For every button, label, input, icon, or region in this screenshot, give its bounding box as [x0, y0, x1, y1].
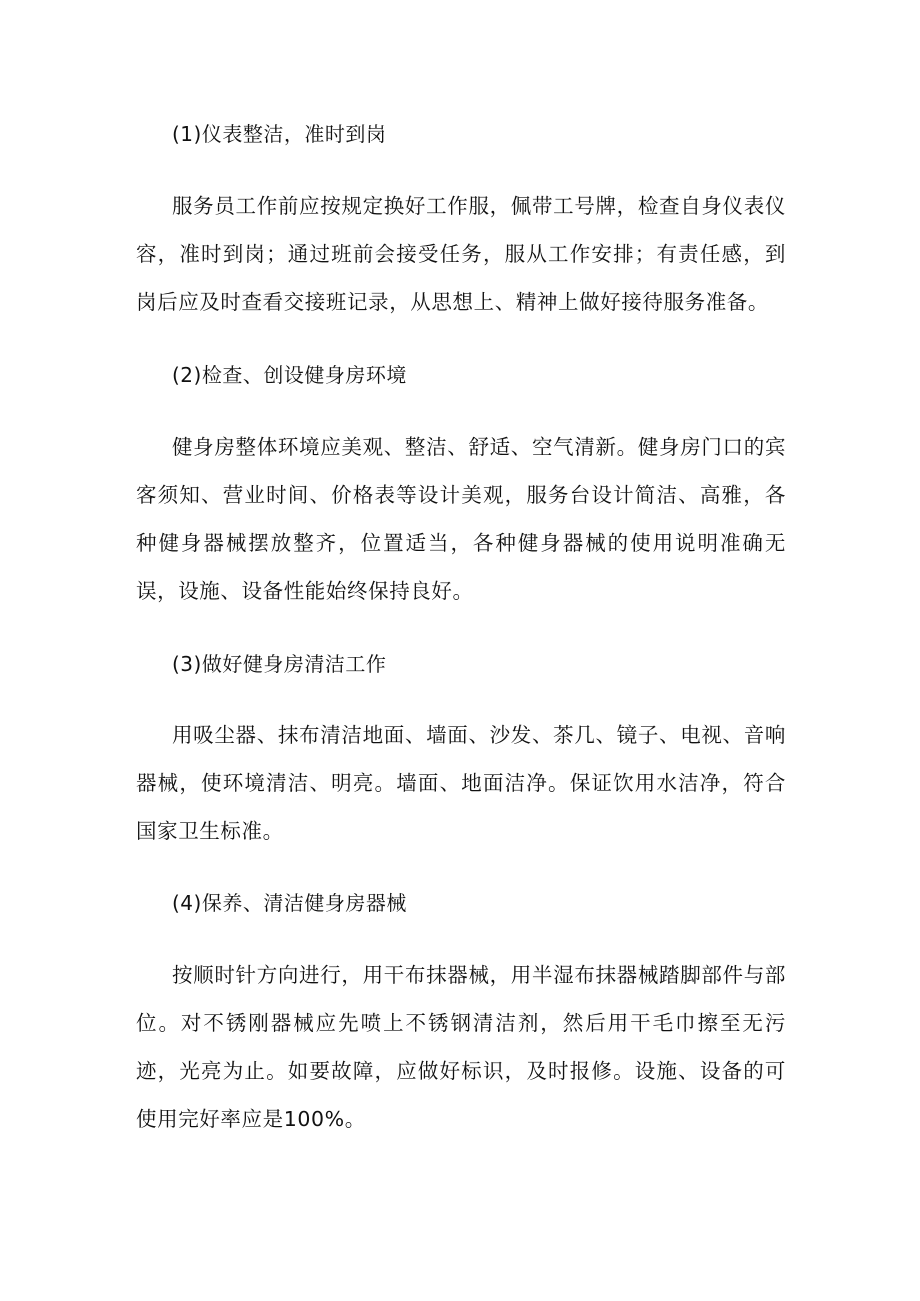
section-1-paragraph: 服务员工作前应按规定换好工作服，佩带工号牌，检查自身仪表仪容，准时到岗；通过班前会接受任务，服从工作安排；有责任感，到岗后应及时查看交接班记录，从思想上、精神上做好接待服务准备。 [136, 194, 786, 314]
section-3-heading: (3)做好健身房清洁工作 [172, 652, 387, 676]
section-2-paragraph: 健身房整体环境应美观、整洁、舒适、空气清新。健身房门口的宾客须知、营业时间、价格表等设计美观，服务台设计简洁、高雅，各种健身器械摆放整齐，位置适当，各种健身器械的使用说明准确无误，设施、设备性能始终保持良好。 [136, 435, 786, 603]
section-4-paragraph: 按顺时针方向进行，用干布抹器械，用半湿布抹器械踏脚部件与部位。对不锈刚器械应先喷上不锈钢清洁剂，然后用干毛巾擦至无污迹，光亮为止。如要故障，应做好标识，及时报修。设施、设备的可使用完好率应是100%。 [136, 963, 786, 1131]
section-3-paragraph: 用吸尘器、抹布清洁地面、墙面、沙发、茶几、镜子、电视、音响器械，使环境清洁、明亮。墙面、地面洁净。保证饮用水洁净，符合国家卫生标准。 [136, 723, 786, 843]
section-2-heading: (2)检查、创设健身房环境 [172, 363, 407, 387]
section-4-heading: (4)保养、清洁健身房器械 [172, 891, 407, 915]
section-1-heading: (1)仪表整洁，准时到岗 [172, 122, 387, 146]
